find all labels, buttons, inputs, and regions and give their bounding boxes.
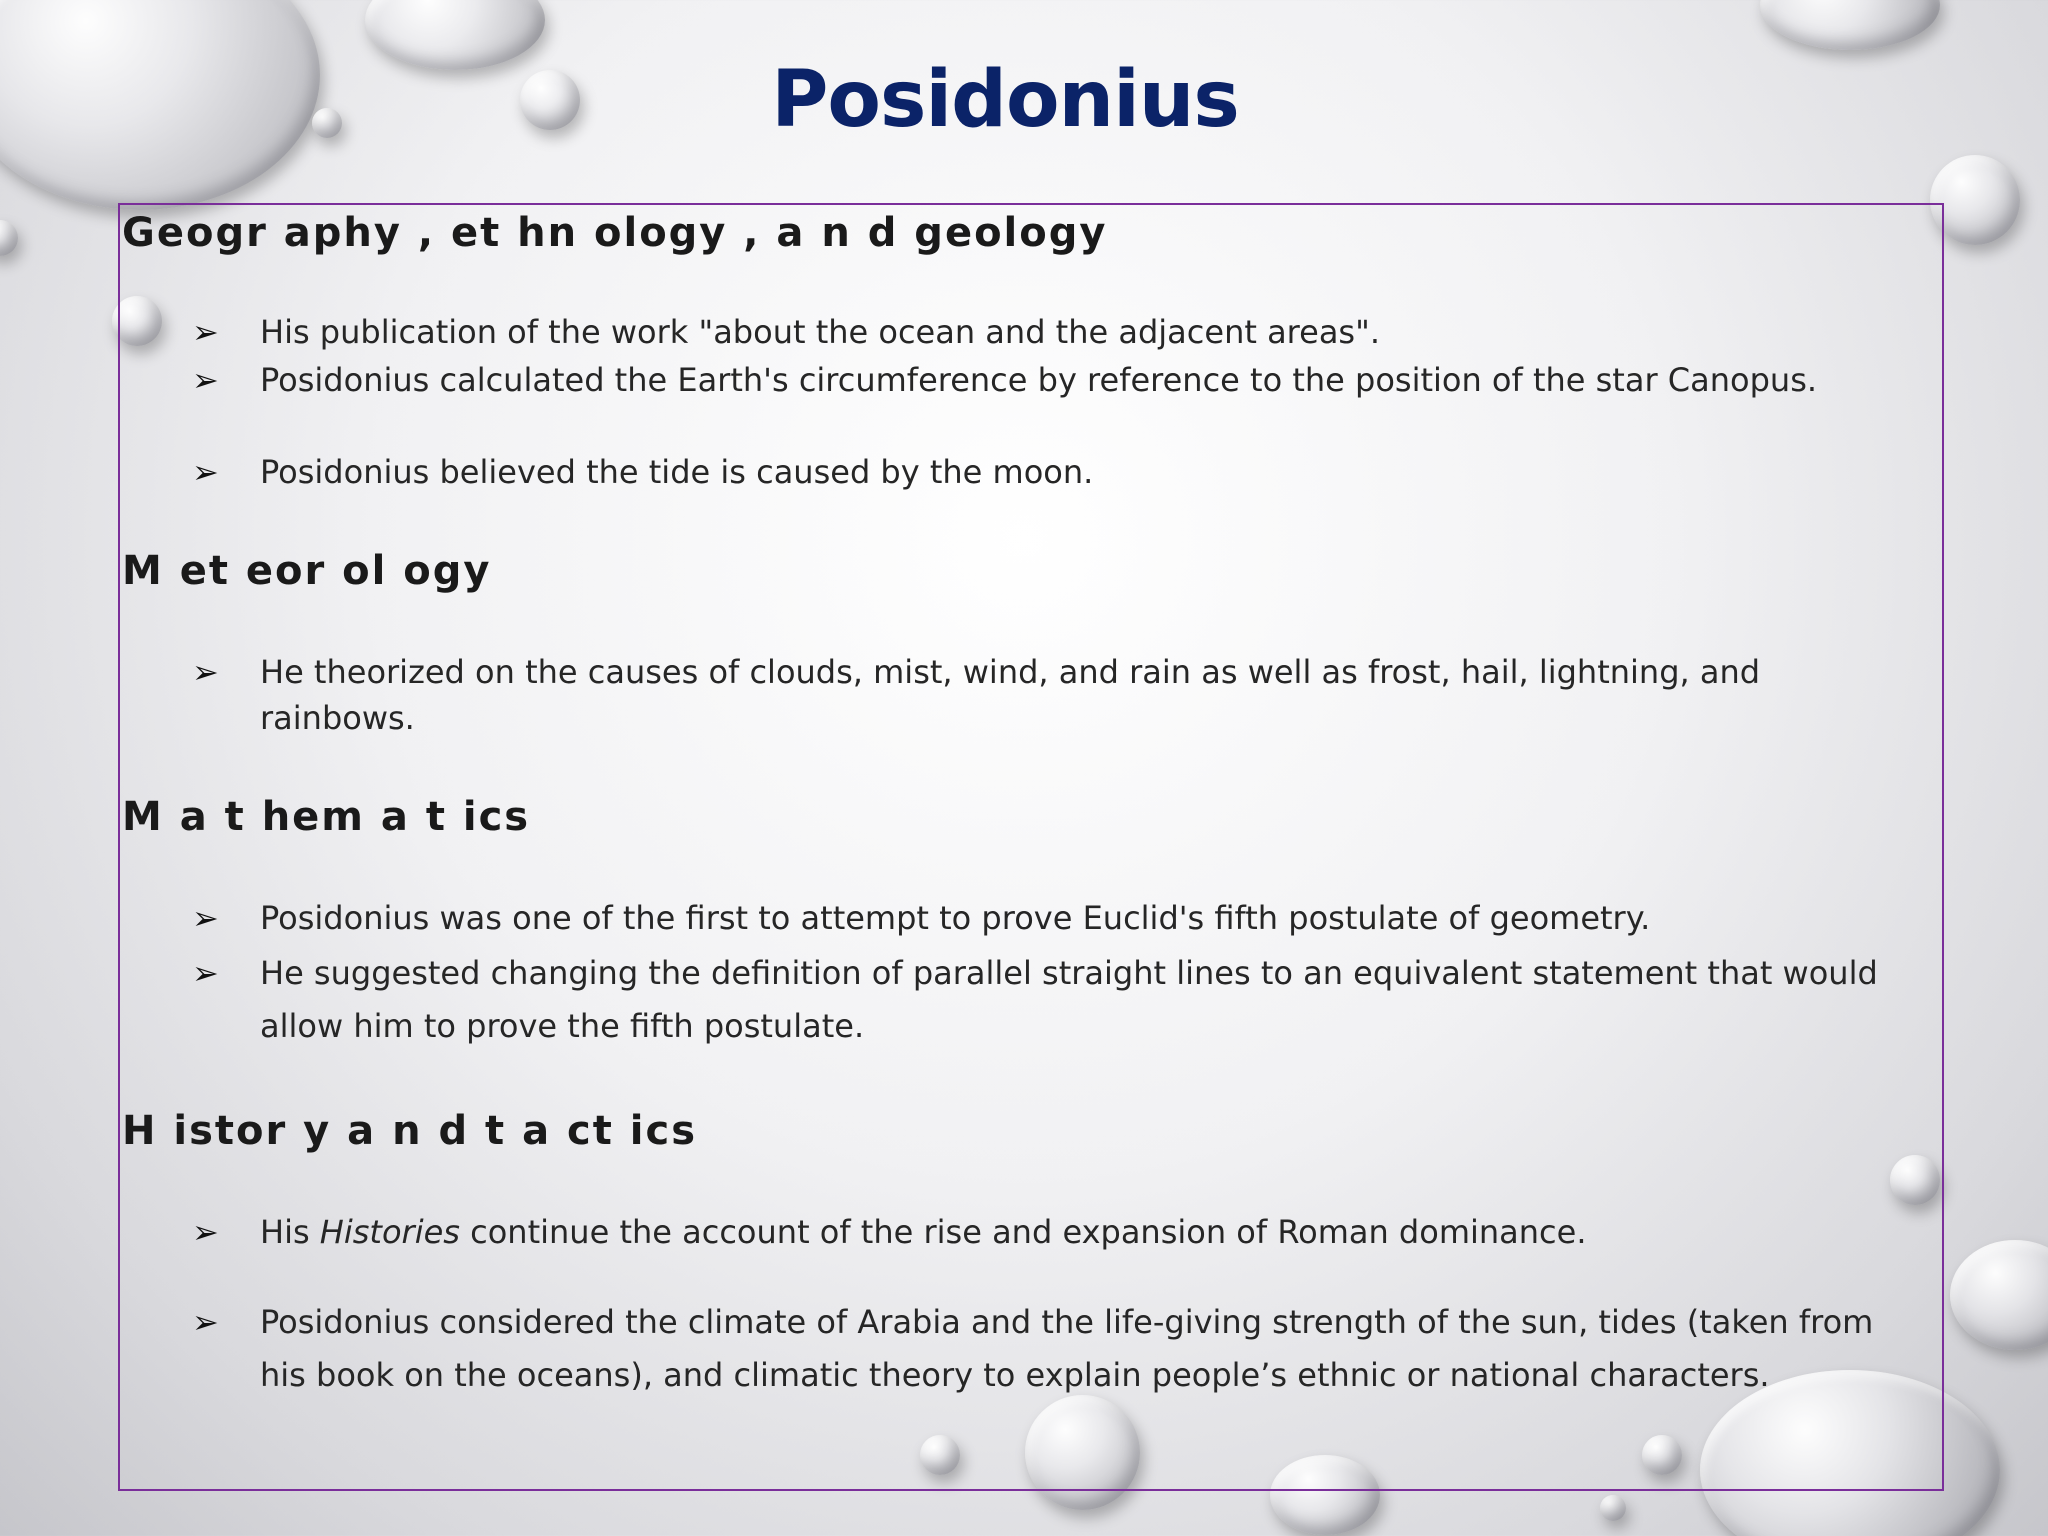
water-drop-decoration (1950, 1240, 2048, 1350)
bullet-text: Posidonius was one of the first to attempt to prove Euclid's fifth postulate of geometry. (260, 899, 1651, 937)
arrowhead-bullet-icon: ➢ (192, 361, 219, 399)
section-heading-geography: Geogr aphy , et hn ology , a n d geology (122, 210, 1108, 256)
water-drop-decoration (1600, 1495, 1626, 1521)
bullet-text: He theorized on the causes of clouds, mist, wind, and rain as well as frost, hail, lightning, and rainbows. (260, 653, 1761, 737)
list-item (192, 947, 1912, 1053)
slide-title: Posidonius (771, 55, 1239, 145)
bullet-text: His publication of the work "about the ocean and the adjacent areas". (260, 313, 1380, 351)
arrowhead-bullet-icon: ➢ (192, 1213, 219, 1251)
bullet-text: Posidonius considered the climate of Arabia and the life-giving strength of the sun, tides (taken from his book on the oceans), and climatic theory to explain people’s ethnic or national characters. (260, 1303, 1874, 1394)
water-drop-decoration (0, 220, 18, 256)
arrowhead-bullet-icon: ➢ (192, 453, 219, 491)
list-item (192, 357, 1912, 403)
list-item (192, 1296, 1912, 1402)
arrowhead-bullet-icon: ➢ (192, 954, 219, 992)
bullet-text-suffix: continue the account of the rise and expansion of Roman dominance. (459, 1213, 1587, 1251)
list-item (192, 1209, 1912, 1255)
water-drop-decoration (1760, 0, 1940, 50)
arrowhead-bullet-icon: ➢ (192, 653, 219, 691)
list-item (192, 449, 1912, 495)
section-heading-meteorology: M et eor ol ogy (122, 548, 492, 594)
bullet-text: Posidonius believed the tide is caused by the moon. (260, 453, 1094, 491)
list-item (192, 309, 1912, 355)
bullet-text: Posidonius calculated the Earth's circumference by reference to the position of the star Canopus. (260, 361, 1818, 399)
list-item (192, 895, 1912, 941)
arrowhead-bullet-icon: ➢ (192, 313, 219, 351)
content-box (118, 203, 1944, 1491)
bullet-text: He suggested changing the definition of parallel straight lines to an equivalent statement that would allow him to prove the fifth postulate. (260, 954, 1878, 1045)
list-item (192, 649, 1912, 741)
histories-title: Histories (319, 1213, 460, 1251)
section-heading-history: H istor y a n d t a ct ics (122, 1108, 698, 1154)
bullet-text-prefix: His (260, 1213, 320, 1251)
section-heading-mathematics: M a t hem a t ics (122, 794, 531, 840)
bullet-text (260, 1209, 1912, 1255)
arrowhead-bullet-icon: ➢ (192, 1303, 219, 1341)
arrowhead-bullet-icon: ➢ (192, 899, 219, 937)
